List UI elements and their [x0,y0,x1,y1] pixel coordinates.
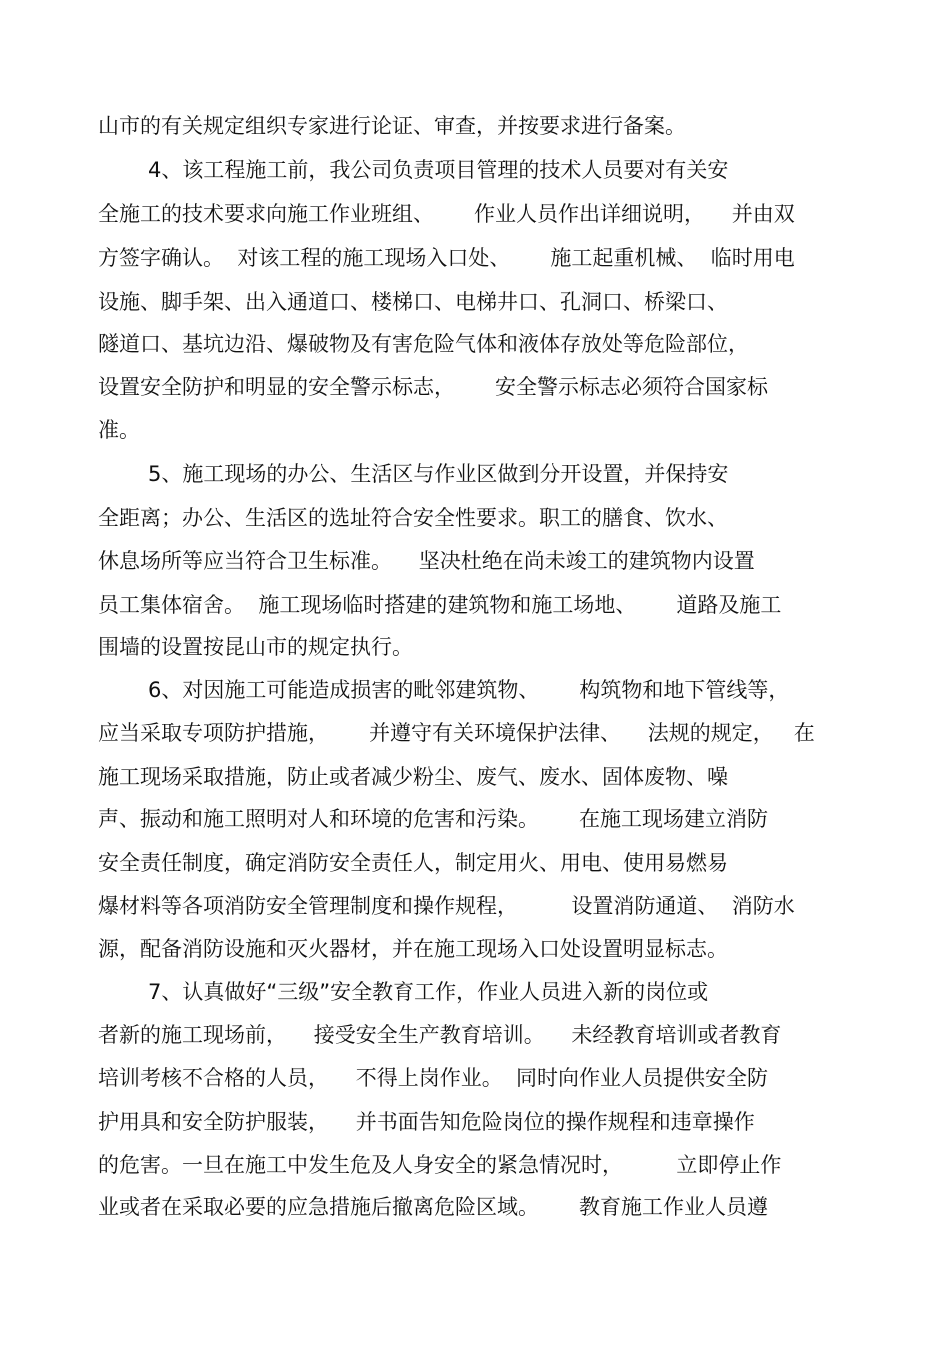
text-line-21: 7、认真做好“三级”安全教育工作，作业人员进入新的岗位或 [148,980,709,1004]
text-line-15: 应当采取专项防护措施， 并遵守有关环境保护法律、 法规的规定， 在 [98,721,815,745]
text-line-4: 方签字确认。 对该工程的施工现场入口处、 施工起重机械、 临时用电 [98,246,795,270]
text-line-12: 员工集体宿舍。 施工现场临时搭建的建筑物和施工场地、 道路及施工 [98,593,782,617]
text-line-2: 4、该工程施工前，我公司负责项目管理的技术人员要对有关安 [148,158,729,182]
text-line-11: 休息场所等应当符合卫生标准。 坚决杜绝在尚未竣工的建筑物内设置 [98,549,755,573]
text-line-17: 声、振动和施工照明对人和环境的危害和污染。 在施工现场建立消防 [98,807,769,831]
text-line-18: 安全责任制度，确定消防安全责任人，制定用火、用电、使用易燃易 [98,851,728,875]
text-line-24: 护用具和安全防护服装， 并书面告知危险岗位的操作规程和违章操作 [98,1110,755,1134]
text-line-1: 山市的有关规定组织专家进行论证、审查，并按要求进行备案。 [98,114,686,138]
text-line-13: 围墙的设置按昆山市的规定执行。 [98,635,413,659]
text-line-5: 设施、脚手架、出入通道口、楼梯口、电梯井口、孔洞口、桥梁口、 [98,290,728,314]
text-line-9: 5、施工现场的办公、生活区与作业区做到分开设置，并保持安 [148,462,729,486]
text-line-22: 者新的施工现场前， 接受安全生产教育培训。 未经教育培训或者教育 [98,1023,782,1047]
text-line-20: 源，配备消防设施和灭火器材，并在施工现场入口处设置明显标志。 [98,937,728,961]
text-line-25: 的危害。一旦在施工中发生危及人身安全的紧急情况时， 立即停止作 [98,1153,782,1177]
text-line-23: 培训考核不合格的人员， 不得上岗作业。 同时向作业人员提供安全防 [98,1066,769,1090]
text-line-26: 业或者在采取必要的应急措施后撤离危险区域。 教育施工作业人员遵 [98,1195,769,1219]
text-line-10: 全距离；办公、生活区的选址符合安全性要求。职工的膳食、饮水、 [98,506,728,530]
text-line-3: 全施工的技术要求向施工作业班组、 作业人员作出详细说明， 并由双 [98,202,795,226]
text-line-16: 施工现场采取措施，防止或者减少粉尘、废气、废水、固体废物、噪 [98,765,728,789]
text-line-8: 准。 [98,418,140,442]
text-line-6: 隧道口、基坑边沿、爆破物及有害危险气体和液体存放处等危险部位， [98,332,749,356]
text-line-19: 爆材料等各项消防安全管理制度和操作规程， 设置消防通道、 消防水 [98,894,795,918]
text-line-7: 设置安全防护和明显的安全警示标志， 安全警示标志必须符合国家标 [98,375,769,399]
text-line-14: 6、对因施工可能造成损害的毗邻建筑物、 构筑物和地下管线等， [148,678,790,702]
